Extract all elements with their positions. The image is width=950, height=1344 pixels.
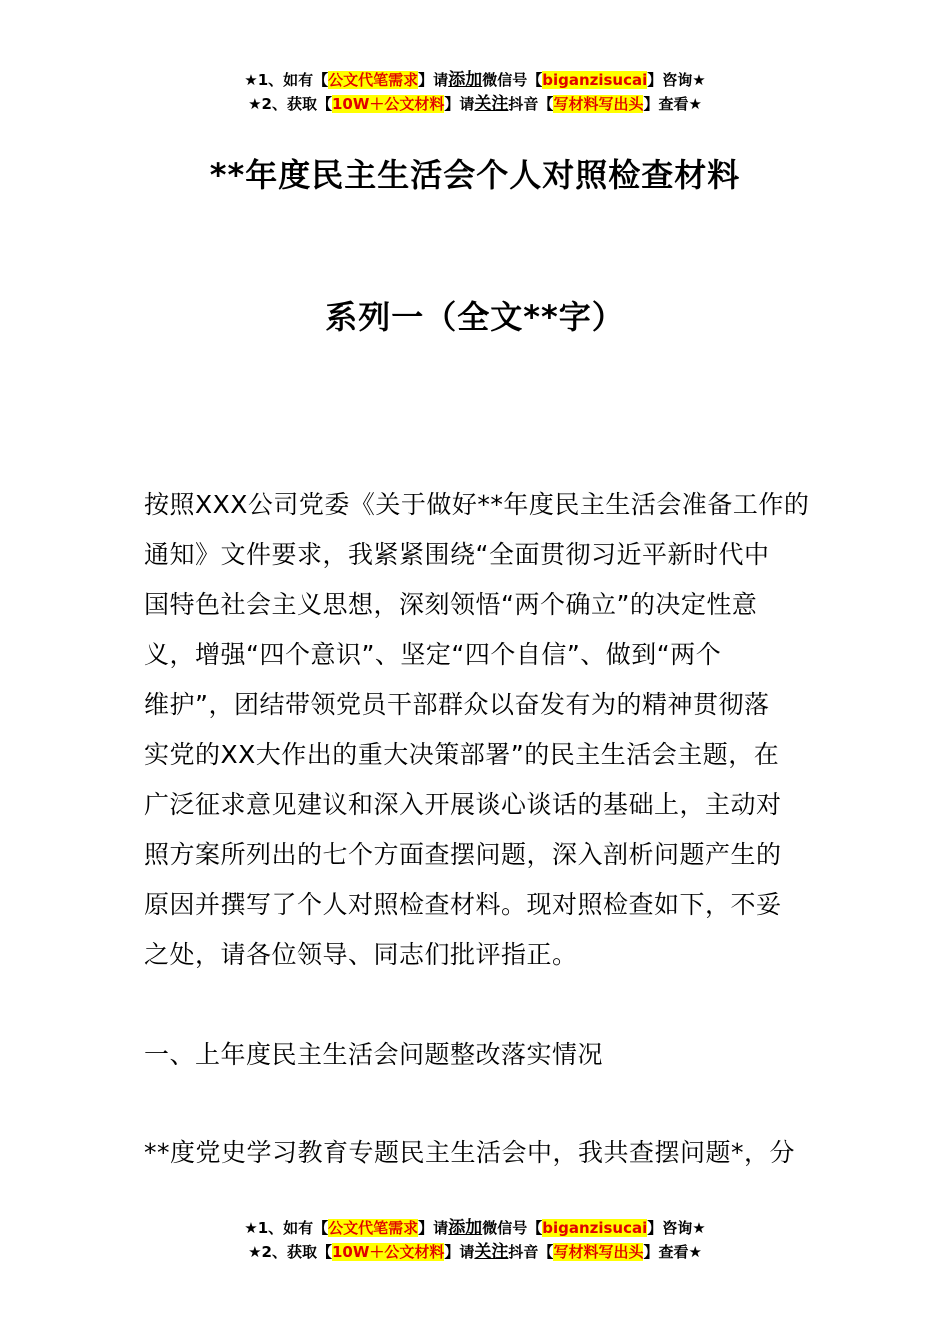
paragraph-line: 通知》文件要求，我紧紧围绕“全面贯彻习近平新时代中 (144, 540, 770, 569)
section-paragraph: **度党史学习教育专题民主生活会中，我共查摆问题*，分 (144, 1138, 796, 1167)
paragraph-line: 照方案所列出的七个方面查摆问题，深入剖析问题产生的 (144, 840, 782, 869)
paragraph-line: 按照XXX公司党委《关于做好**年度民主生活会准备工作的 (144, 490, 810, 519)
paragraph-line: 原因并撰写了个人对照检查材料。现对照检查如下，不妥 (144, 890, 782, 919)
intro-paragraph (144, 480, 808, 980)
highlight-douyin: 写材料写出头 (553, 95, 644, 113)
banner-line-1: ★1、如有【公文代笔需求】请添加微信号【biganzisucai】咨询★ (244, 70, 706, 90)
highlight-service: 公文代笔需求 (328, 1219, 419, 1237)
paragraph-line: 国特色社会主义思想，深刻领悟“两个确立”的决定性意 (144, 590, 758, 619)
banner-line-1: ★1、如有【公文代笔需求】请添加微信号【biganzisucai】咨询★ (244, 1218, 706, 1238)
document-title: **年度民主生活会个人对照检查材料 (209, 156, 741, 194)
banner-line-2: ★2、获取【10W＋公文材料】请关注抖音【写材料写出头】查看★ (248, 1242, 702, 1262)
paragraph-line: 维护”，团结带领党员干部群众以奋发有为的精神贯彻落 (144, 690, 770, 719)
document-subtitle: 系列一（全文**字） (325, 298, 625, 336)
highlight-wechat-id: biganzisucai (542, 1219, 648, 1237)
paragraph-line: 实党的XX大作出的重大决策部署”的民主生活会主题，在 (144, 740, 780, 769)
banner-line-2: ★2、获取【10W＋公文材料】请关注抖音【写材料写出头】查看★ (248, 94, 702, 114)
highlight-wechat-id: biganzisucai (542, 71, 648, 89)
footer-banner (0, 1216, 950, 1264)
section-heading: 一、上年度民主生活会问题整改落实情况 (144, 1040, 604, 1069)
paragraph-line: 之处，请各位领导、同志们批评指正。 (144, 940, 578, 969)
highlight-douyin: 写材料写出头 (553, 1243, 644, 1261)
highlight-materials: 10W＋公文材料 (331, 1243, 445, 1261)
header-banner (0, 68, 950, 116)
paragraph-line: 义，增强“四个意识”、坚定“四个自信”、做到“两个 (144, 640, 722, 669)
highlight-service: 公文代笔需求 (328, 71, 419, 89)
paragraph-line: 广泛征求意见建议和深入开展谈心谈话的基础上，主动对 (144, 790, 782, 819)
highlight-materials: 10W＋公文材料 (331, 95, 445, 113)
